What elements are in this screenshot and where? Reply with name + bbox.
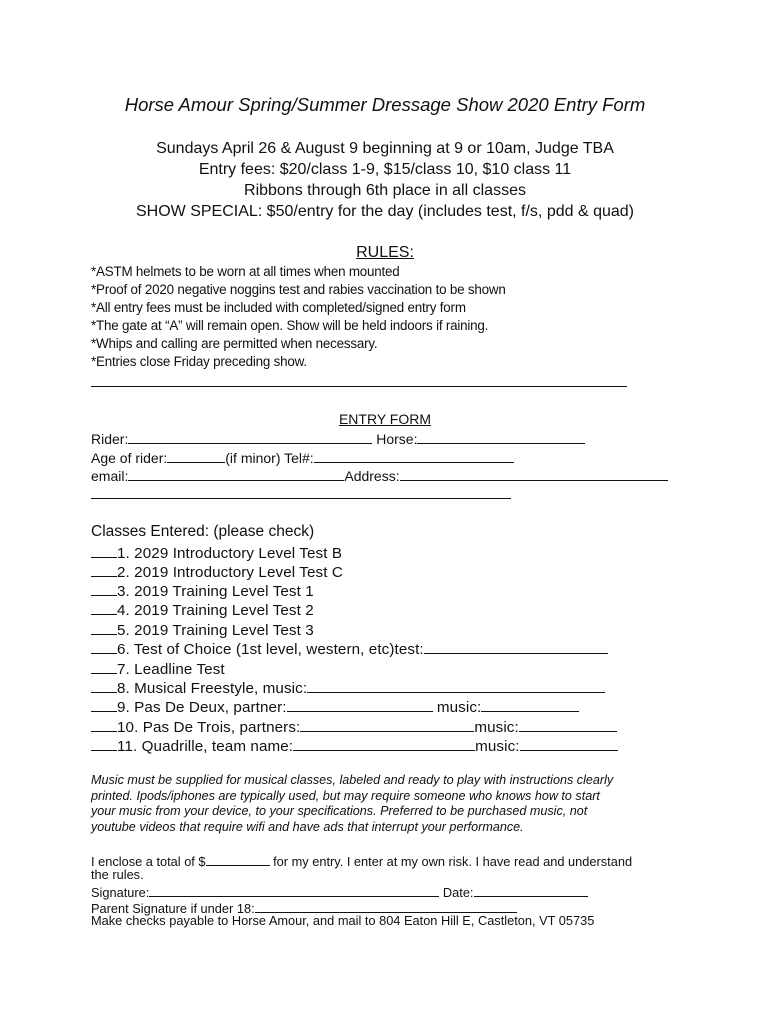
rule-item: *Whips and calling are permitted when necessary. bbox=[91, 336, 378, 351]
pdd-music-field[interactable] bbox=[481, 697, 579, 712]
freestyle-music-field[interactable] bbox=[307, 678, 605, 693]
entry-fees-line: Entry fees: $20/class 1-9, $15/class 10, $10 class 11 bbox=[198, 161, 572, 178]
show-dates-line: Sundays April 26 & August 9 beginning at 9 or 10am, Judge TBA bbox=[156, 140, 614, 157]
entry-form-heading: ENTRY FORM bbox=[338, 411, 432, 427]
partners-field[interactable] bbox=[300, 717, 474, 732]
music-label: music: bbox=[475, 738, 520, 755]
age-label: Age of rider: bbox=[91, 450, 168, 466]
address-continued-line[interactable] bbox=[91, 498, 511, 499]
music-label: music: bbox=[436, 699, 482, 716]
class-item: 8. Musical Freestyle, music: bbox=[91, 678, 605, 697]
enclose-suffix: for my entry. I enter at my own risk. I have read and understand bbox=[273, 854, 633, 869]
class-item: 3. 2019 Training Level Test 1 bbox=[91, 581, 314, 600]
music-note-line: Music must be supplied for musical classes, labeled and ready to play with instructions clearly bbox=[91, 773, 614, 787]
rule-item: *All entry fees must be included with completed/signed entry form bbox=[91, 300, 466, 315]
class-check-3[interactable] bbox=[91, 581, 117, 596]
class-check-9[interactable] bbox=[91, 697, 117, 712]
class-item: 5. 2019 Training Level Test 3 bbox=[91, 620, 314, 639]
class-check-4[interactable] bbox=[91, 600, 117, 615]
page-title: Horse Amour Spring/Summer Dressage Show 2020 Entry Form bbox=[124, 94, 646, 115]
address-field[interactable] bbox=[400, 466, 668, 481]
class-item: 7. Leadline Test bbox=[91, 659, 225, 678]
music-note-line: printed. Ipods/iphones are typically used, but may require someone who knows how to start bbox=[91, 788, 600, 803]
class-check-8[interactable] bbox=[91, 678, 117, 693]
class-check-5[interactable] bbox=[91, 620, 117, 635]
quad-music-field[interactable] bbox=[520, 736, 618, 751]
class-item: 2. 2019 Introductory Level Test C bbox=[91, 562, 343, 581]
rider-label: Rider: bbox=[91, 431, 129, 447]
rules-heading: RULES: bbox=[356, 244, 414, 261]
email-address-row bbox=[91, 466, 668, 484]
rule-item: *The gate at “A” will remain open. Show will be held indoors if raining. bbox=[91, 318, 489, 333]
email-field[interactable] bbox=[128, 466, 344, 481]
partner-field[interactable] bbox=[287, 697, 433, 712]
signature-field[interactable] bbox=[149, 882, 439, 897]
music-note-line: your music from your device, to your specifications. Preferred to be purchased music, not bbox=[91, 804, 588, 819]
class-item: 9. Pas De Deux, partner: music: bbox=[91, 697, 579, 716]
minor-tel-label: (if minor) Tel#: bbox=[225, 450, 314, 466]
class-check-10[interactable] bbox=[91, 717, 117, 732]
parent-signature-label: Parent Signature if under 18: bbox=[91, 901, 255, 916]
class-item: 10. Pas De Trois, partners: music: bbox=[91, 717, 617, 736]
date-field[interactable] bbox=[474, 882, 588, 897]
enclose-continued: the rules. bbox=[91, 867, 144, 882]
enclose-prefix: I enclose a total of $ bbox=[91, 854, 206, 869]
class-check-6[interactable] bbox=[91, 639, 117, 654]
pdt-music-field[interactable] bbox=[519, 717, 617, 732]
class-item: 4. 2019 Training Level Test 2 bbox=[91, 600, 314, 619]
email-label: email: bbox=[91, 468, 129, 484]
rule-item: *Proof of 2020 negative noggins test and rabies vaccination to be shown bbox=[91, 282, 506, 297]
team-name-field[interactable] bbox=[293, 736, 475, 751]
horse-field[interactable] bbox=[417, 429, 585, 444]
total-amount-field[interactable] bbox=[206, 851, 270, 866]
class-item: 11. Quadrille, team name: music: bbox=[91, 736, 618, 755]
test-choice-field[interactable] bbox=[424, 639, 608, 654]
signature-label: Signature: bbox=[91, 885, 150, 900]
parent-signature-field[interactable] bbox=[255, 898, 517, 913]
class-check-7[interactable] bbox=[91, 659, 117, 674]
rule-item: *Entries close Friday preceding show. bbox=[91, 354, 307, 369]
rider-horse-row bbox=[91, 429, 585, 447]
address-label: Address: bbox=[344, 468, 400, 484]
music-label: music: bbox=[474, 719, 519, 736]
tel-field[interactable] bbox=[314, 448, 514, 463]
class-item: 6. Test of Choice (1st level, western, etc)test: bbox=[91, 639, 608, 658]
class-check-11[interactable] bbox=[91, 736, 117, 751]
show-special-line: SHOW SPECIAL: $50/entry for the day (includes test, f/s, pdd & quad) bbox=[135, 203, 634, 220]
enclose-line bbox=[91, 851, 632, 869]
age-field[interactable] bbox=[167, 448, 225, 463]
horse-label: Horse: bbox=[376, 431, 418, 447]
class-check-1[interactable] bbox=[91, 543, 117, 558]
class-item: 1. 2029 Introductory Level Test B bbox=[91, 543, 342, 562]
rule-item: *ASTM helmets to be worn at all times when mounted bbox=[91, 264, 400, 279]
music-note bbox=[91, 773, 691, 835]
music-note-line: youtube videos that require wifi and have ads that interrupt your performance. bbox=[91, 819, 524, 834]
mail-instructions: Make checks payable to Horse Amour, and mail to 804 Eaton Hill E, Castleton, VT 05735 bbox=[91, 913, 595, 928]
ribbons-line: Ribbons through 6th place in all classes bbox=[244, 182, 526, 199]
rules-divider bbox=[91, 386, 627, 387]
rider-field[interactable] bbox=[128, 429, 372, 444]
date-label: Date: bbox=[442, 885, 474, 900]
age-tel-row bbox=[91, 448, 514, 466]
classes-heading: Classes Entered: (please check) bbox=[91, 523, 315, 540]
class-check-2[interactable] bbox=[91, 562, 117, 577]
